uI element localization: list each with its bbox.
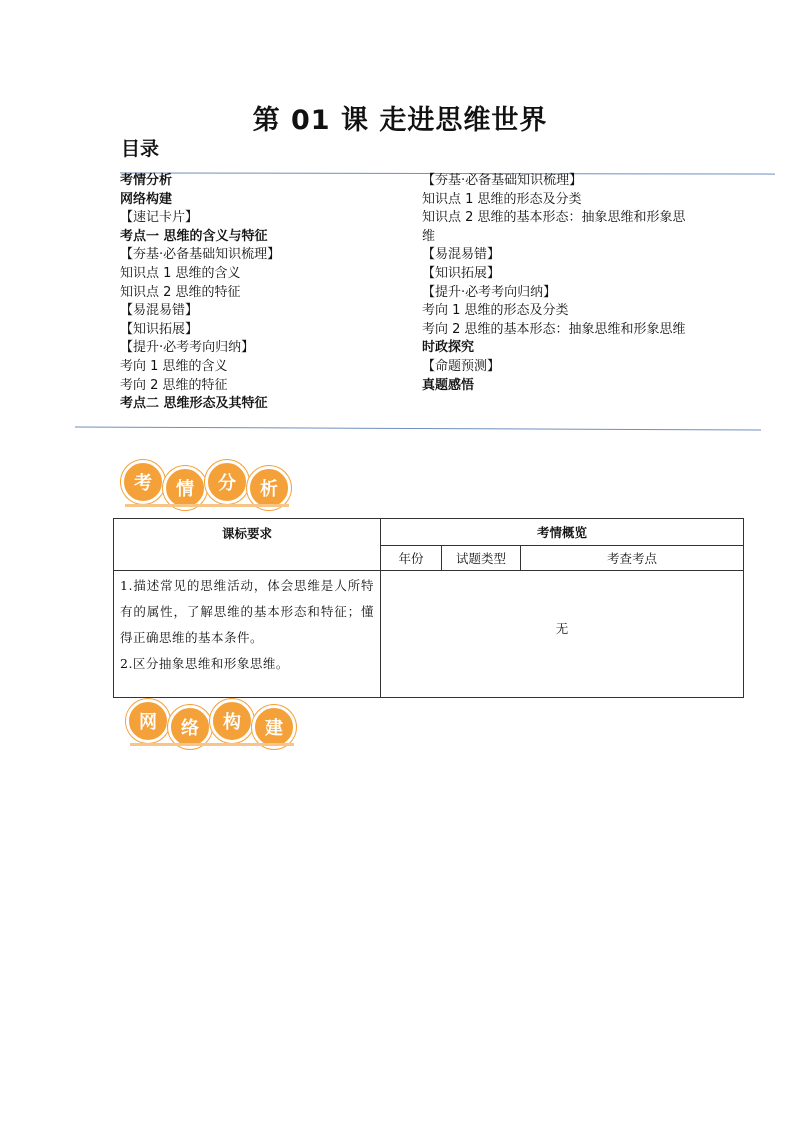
badge-char: 分: [205, 460, 249, 504]
toc-item[interactable]: 考情分析: [120, 173, 173, 188]
toc-item[interactable]: 【夯基·必备基础知识梳理】: [120, 247, 281, 263]
toc-bottom-rule: [75, 427, 761, 431]
toc-item[interactable]: 【夯基·必备基础知识梳理】: [422, 173, 583, 188]
toc-item[interactable]: 【易混易错】: [120, 303, 199, 319]
section-badge-network-build: [126, 699, 294, 749]
toc-item[interactable]: 【命题预测】: [422, 358, 501, 374]
toc-item[interactable]: 【速记卡片】: [120, 210, 199, 226]
badge-underline: [130, 743, 294, 746]
badge-char: 析: [247, 466, 291, 510]
toc-item[interactable]: 知识点 1 思维的形态及分类: [422, 191, 582, 207]
badge-char: 络: [168, 705, 212, 749]
subheader-year: 年份: [381, 546, 442, 571]
header-requirements: 课标要求: [114, 519, 381, 571]
requirement-2: 2.区分抽象思维和形象思维。: [120, 656, 289, 671]
badge-char: 网: [126, 699, 170, 743]
badge-char: 建: [252, 705, 296, 749]
section-badge-exam-analysis: [121, 460, 289, 510]
badge-underline: [125, 504, 289, 507]
exam-overview-table: [113, 518, 744, 698]
toc-item[interactable]: 知识点 2 思维的基本形态：抽象思维和形象思维: [422, 210, 686, 244]
toc-item[interactable]: 考向 2 思维的基本形态：抽象思维和形象思维: [422, 321, 686, 337]
subheader-question-type: 试题类型: [442, 546, 521, 571]
toc-left-column: [120, 172, 420, 414]
toc-item[interactable]: 【易混易错】: [422, 247, 501, 263]
toc-item[interactable]: 【知识拓展】: [422, 265, 501, 281]
toc-item[interactable]: 考向 2 思维的特征: [120, 377, 228, 393]
toc-item[interactable]: 考向 1 思维的形态及分类: [422, 303, 569, 319]
toc-item[interactable]: 知识点 2 思维的特征: [120, 284, 241, 300]
toc-item[interactable]: 时政探究: [422, 340, 475, 356]
toc-item[interactable]: 【提升·必考考向归纳】: [422, 284, 557, 300]
requirement-1: 1.描述常见的思维活动，体会思维是人所特有的属性，了解思维的基本形态和特征；懂得正确思维的基本条件。: [120, 578, 374, 645]
toc-right-column: [422, 172, 697, 395]
badge-char: 情: [163, 466, 207, 510]
toc-item[interactable]: 网络构建: [120, 191, 173, 207]
toc-item[interactable]: 考向 1 思维的含义: [120, 358, 228, 374]
requirements-cell: [114, 571, 381, 698]
subheader-exam-point: 考查考点: [521, 546, 744, 571]
badge-char: 构: [210, 699, 254, 743]
toc-item[interactable]: 【知识拓展】: [120, 321, 199, 337]
toc-item[interactable]: 考点一 思维的含义与特征: [120, 228, 268, 244]
toc-item[interactable]: 真题感悟: [422, 377, 475, 393]
page-title: 第 01 课 走进思维世界: [252, 105, 548, 136]
toc-item[interactable]: 【提升·必考考向归纳】: [120, 340, 255, 356]
toc-heading: 目录: [121, 138, 160, 160]
toc-item[interactable]: 考点二 思维形态及其特征: [120, 396, 268, 412]
overview-value: 无: [381, 571, 744, 698]
badge-char: 考: [121, 460, 165, 504]
header-overview: 考情概览: [381, 519, 744, 546]
toc-item[interactable]: 知识点 1 思维的含义: [120, 265, 241, 281]
